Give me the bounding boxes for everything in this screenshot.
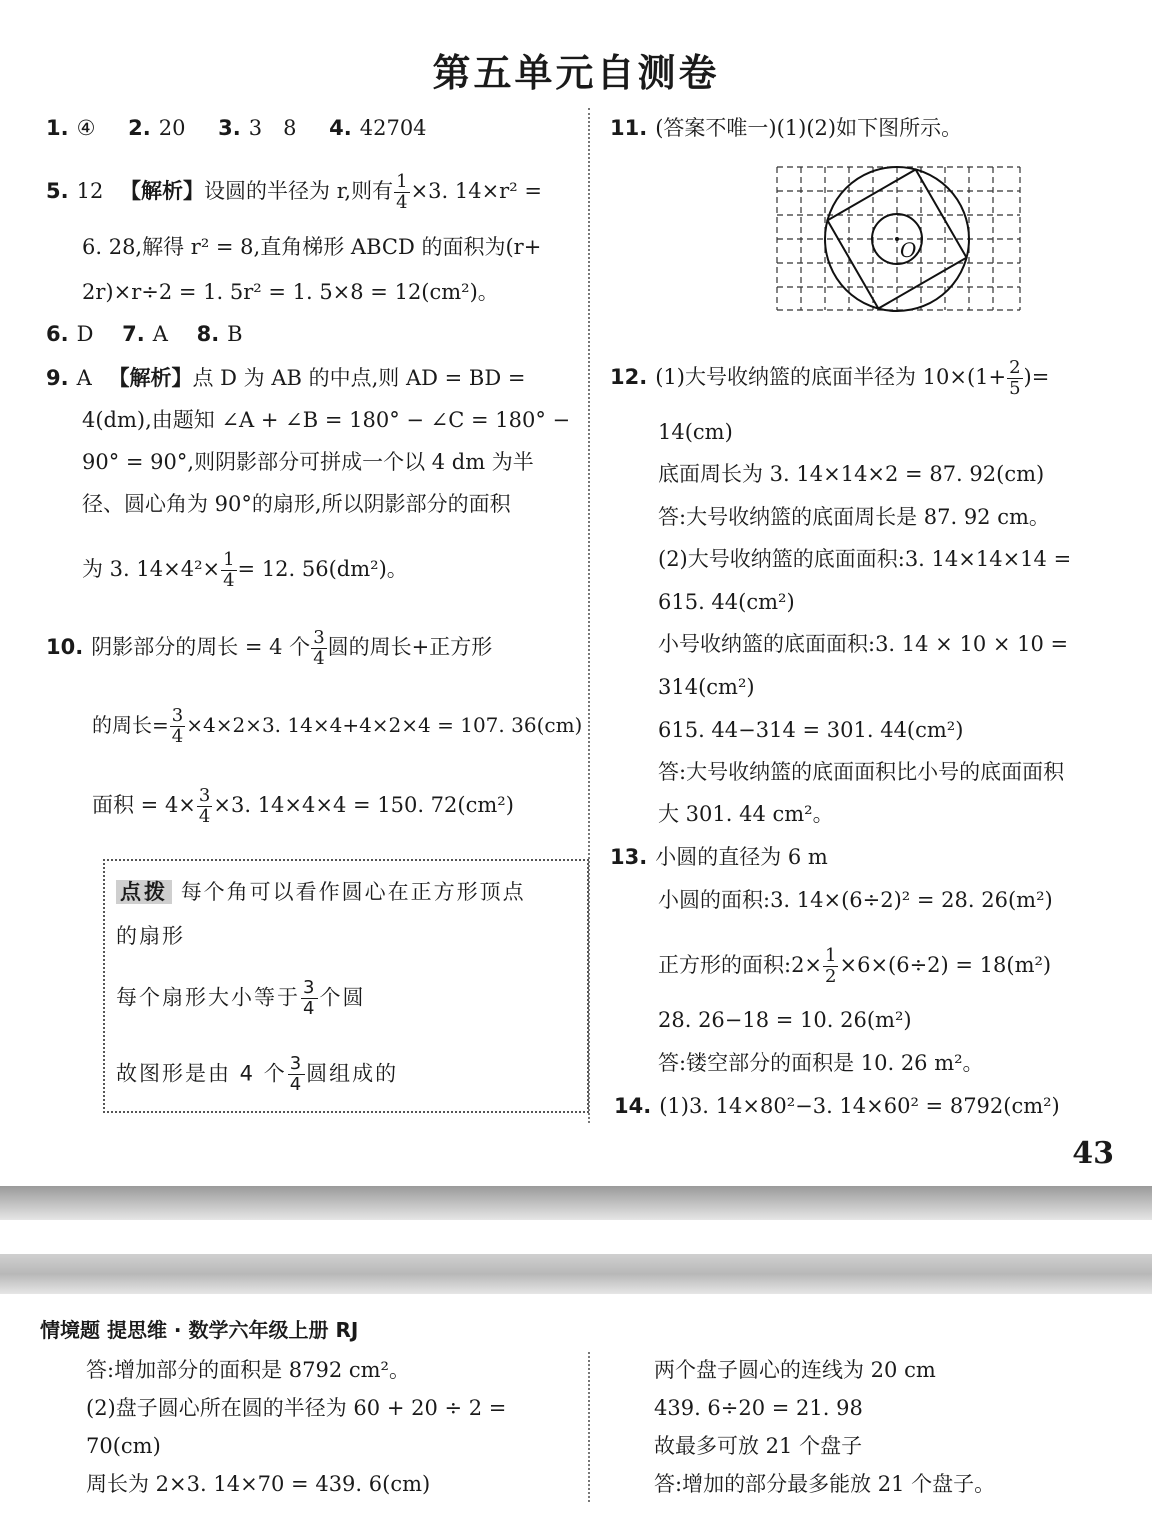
q13-line-5: 答:镂空部分的面积是 10. 26 m²。 xyxy=(658,1051,984,1075)
q12-line-3: 底面周长为 3. 14×14×2 = 87. 92(cm) xyxy=(658,462,1045,486)
q5-number: 5. xyxy=(46,179,69,203)
q9-line-5: 为 3. 14×4²× $\frac{1}{4}$ = 12. 56(dm²)。 xyxy=(82,549,408,591)
q5-line-2: 6. 28,解得 r² = 8,直角梯形 ABCD 的面积为(r+ xyxy=(82,235,542,259)
fraction: $\frac{3}{4}$ xyxy=(303,977,317,1019)
q9-line-3: 90° = 90°,则阴影部分可拼成一个以 4 dm 为半 xyxy=(82,450,534,474)
q4-answer: 42704 xyxy=(359,116,427,140)
q12-line-11: 大 301. 44 cm²。 xyxy=(658,802,834,826)
q13-line-2: 小圆的面积:3. 14×(6÷2)² = 28. 26(m²) xyxy=(658,888,1053,912)
q8-number: 8. xyxy=(196,322,220,346)
q12-number: 12. xyxy=(610,365,648,389)
fraction: $\frac{3}{4}$ xyxy=(171,705,184,747)
q5-line-3: 2r)×r÷2 = 1. 5r² = 1. 5×8 = 12(cm²)。 xyxy=(82,280,499,304)
q11-line: 11. (答案不唯一)(1)(2)如下图所示。 xyxy=(610,116,963,140)
fraction: $\frac{3}{4}$ xyxy=(289,1053,304,1095)
q4-number: 4. xyxy=(329,116,352,140)
page-gap-shadow xyxy=(0,1186,1152,1220)
q9-line-2: 4(dm),由题知 ∠A + ∠B = 180° − ∠C = 180° − xyxy=(82,408,571,432)
fraction: $\frac{1}{4}$ xyxy=(396,171,408,213)
q14-line-1: 14. (1)3. 14×80²−3. 14×60² = 8792(cm²) xyxy=(614,1094,1060,1118)
q7-answer: A xyxy=(152,322,168,346)
answers-6-8 xyxy=(46,320,243,348)
q9-number: 9. xyxy=(46,366,69,390)
answers-1-4 xyxy=(46,114,427,142)
tip-line-1: 点拨 每个角可以看作圆心在正方形顶点 xyxy=(116,878,526,906)
q13-line-4: 28. 26−18 = 10. 26(m²) xyxy=(658,1008,912,1032)
q13-line-3: 正方形的面积:2× $\frac{1}{2}$ ×6×(6÷2) = 18(m²) xyxy=(658,945,1052,987)
book-footer: 情境题 提思维 · 数学六年级上册 RJ xyxy=(40,1318,359,1342)
q3-number: 3. xyxy=(218,116,241,140)
page-gap-shadow xyxy=(0,1254,1152,1294)
bottom-right-line-2: 439. 6÷20 = 21. 98 xyxy=(654,1396,863,1420)
q5-text: ×3. 14×r² = xyxy=(410,179,542,203)
q9-line-4: 径、圆心角为 90°的扇形,所以阴影部分的面积 xyxy=(82,492,511,516)
q12-line-6: 615. 44(cm²) xyxy=(658,590,795,614)
q1-answer: ④ xyxy=(76,116,96,140)
fraction: $\frac{2}{5}$ xyxy=(1009,357,1021,399)
analysis-tag: 【解析】 xyxy=(108,366,193,390)
q6-answer: D xyxy=(76,322,94,346)
q10-line-1: 10. 阴影部分的周长 = 4 个 $\frac{3}{4}$ 圆的周长+正方形 xyxy=(46,627,493,669)
q12-line-8: 314(cm²) xyxy=(658,675,755,699)
q12-line-1: 12. (1)大号收纳篮的底面半径为 10×(1+ $\frac{2}{5}$ )= xyxy=(610,357,1050,399)
center-label: O xyxy=(900,238,917,262)
q5-text: 设圆的半径为 r,则有 xyxy=(204,179,394,203)
fraction: $\frac{3}{4}$ xyxy=(313,627,325,669)
q10-number: 10. xyxy=(46,635,84,659)
q10-line-3: 面积 = 4× $\frac{3}{4}$ ×3. 14×4×4 = 150. 72(cm²) xyxy=(92,785,514,827)
bottom-right-line-3: 故最多可放 21 个盘子 xyxy=(654,1434,863,1458)
bottom-left-line-2: (2)盘子圆心所在圆的半径为 60 + 20 ÷ 2 = xyxy=(86,1396,507,1420)
analysis-tag: 【解析】 xyxy=(120,179,205,203)
grid-circle-figure xyxy=(776,166,1022,312)
tip-line-4: 故图形是由 4 个 $\frac{3}{4}$ 圆组成的 xyxy=(116,1053,399,1095)
q12-line-4: 答:大号收纳篮的底面周长是 87. 92 cm。 xyxy=(658,505,1050,529)
q1-number: 1. xyxy=(46,116,69,140)
fraction: $\frac{3}{4}$ xyxy=(198,785,211,827)
q12-line-5: (2)大号收纳篮的底面面积:3. 14×14×14 = xyxy=(658,547,1072,571)
bottom-left-line-4: 周长为 2×3. 14×70 = 439. 6(cm) xyxy=(86,1472,431,1496)
q10-line-2: 的周长= $\frac{3}{4}$ ×4×2×3. 14×4+4×2×4 = 107. 36(cm) xyxy=(92,705,583,747)
bottom-right-line-4: 答:增加的部分最多能放 21 个盘子。 xyxy=(654,1472,996,1496)
q2-number: 2. xyxy=(128,116,151,140)
q12-line-2: 14(cm) xyxy=(658,420,733,444)
column-divider xyxy=(588,1352,590,1502)
tip-label: 点拨 xyxy=(116,880,172,904)
column-divider xyxy=(588,108,590,1123)
q9-line-1 xyxy=(46,364,525,392)
page-number: 43 xyxy=(1072,1136,1114,1171)
q12-line-10: 答:大号收纳篮的底面面积比小号的底面面积 xyxy=(658,760,1065,784)
q12-line-7: 小号收纳篮的底面面积:3. 14 × 10 × 10 = xyxy=(658,632,1069,656)
q9-answer: A xyxy=(76,366,92,390)
q2-answer: 20 xyxy=(158,116,186,140)
tip-line-2: 的扇形 xyxy=(116,924,185,948)
fraction: $\frac{1}{4}$ xyxy=(223,549,235,591)
q3-answer: 3 8 xyxy=(248,116,297,140)
q12-line-9: 615. 44−314 = 301. 44(cm²) xyxy=(658,718,964,742)
q9-text: 点 D 为 AB 的中点,则 AD = BD = xyxy=(192,366,526,390)
page-title: 第五单元自测卷 xyxy=(432,51,720,95)
q11-number: 11. xyxy=(610,116,648,140)
q5-answer: 12 xyxy=(76,179,104,203)
q14-number: 14. xyxy=(614,1094,652,1118)
tip-line-3: 每个扇形大小等于 $\frac{3}{4}$ 个圆 xyxy=(116,977,366,1019)
q13-number: 13. xyxy=(610,845,648,869)
bottom-left-line-1: 答:增加部分的面积是 8792 cm²。 xyxy=(86,1358,410,1382)
bottom-right-line-1: 两个盘子圆心的连线为 20 cm xyxy=(654,1358,936,1382)
q8-answer: B xyxy=(227,322,243,346)
q5-line-1 xyxy=(46,172,542,213)
q7-number: 7. xyxy=(122,322,145,346)
bottom-left-line-3: 70(cm) xyxy=(86,1434,161,1458)
fraction: $\frac{1}{2}$ xyxy=(825,945,837,987)
q6-number: 6. xyxy=(46,322,69,346)
q13-line-1: 13. 小圆的直径为 6 m xyxy=(610,845,828,869)
